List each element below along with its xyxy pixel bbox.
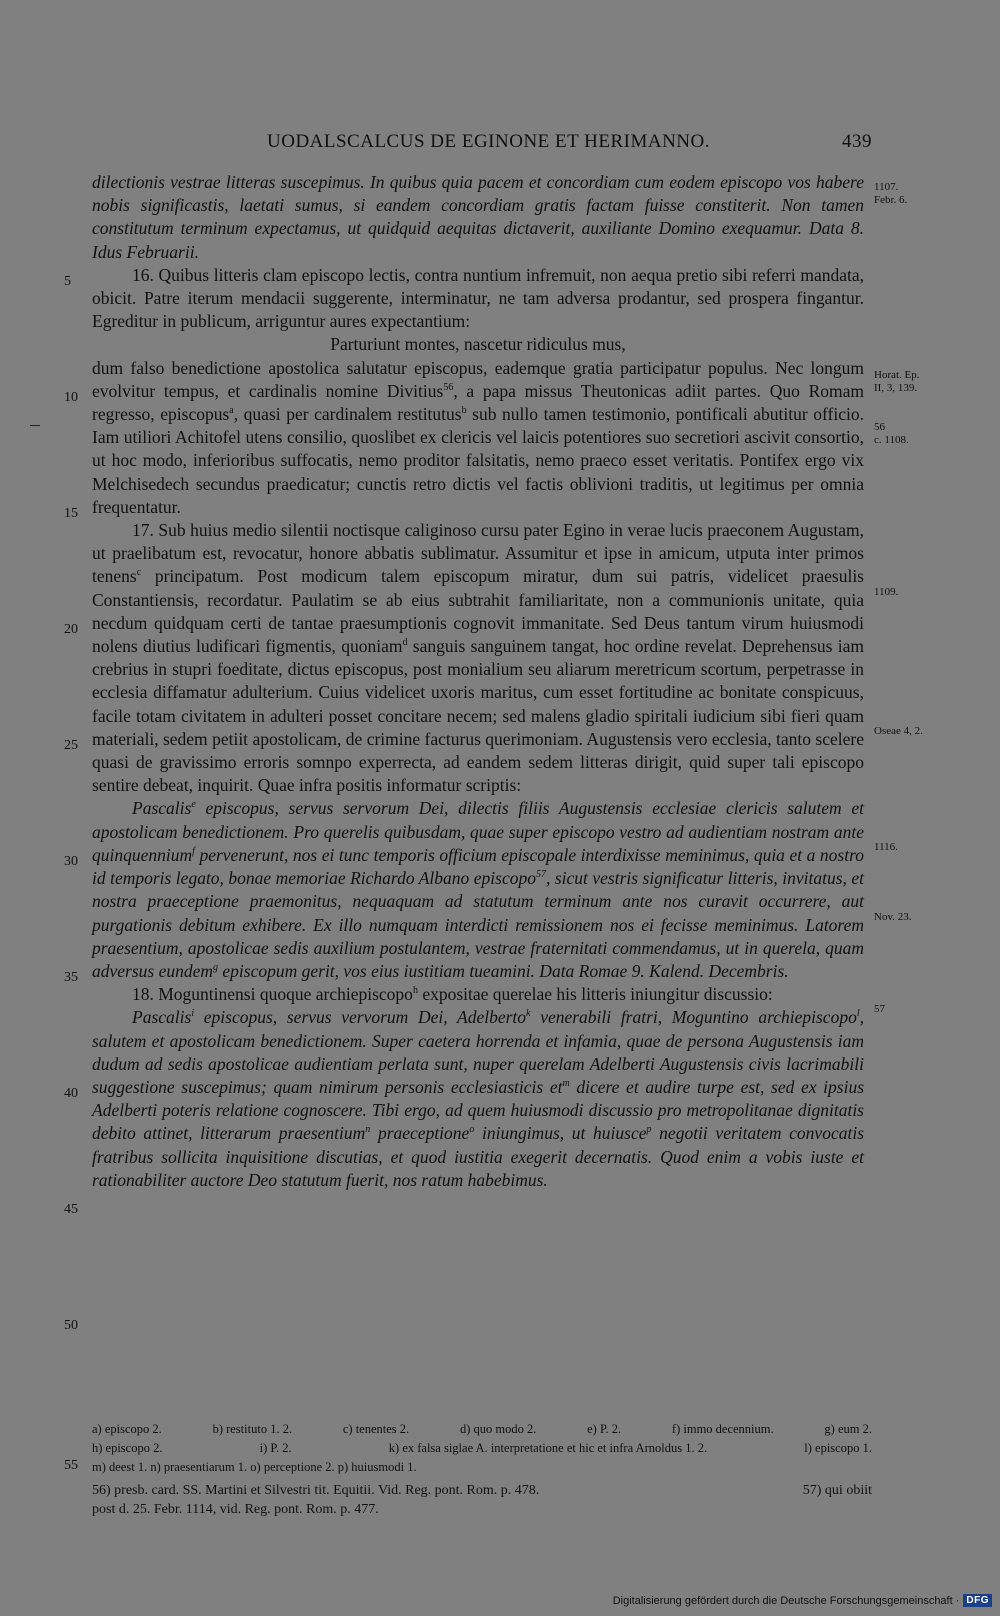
margin-mark xyxy=(30,425,40,426)
margin-date: 1116. xyxy=(874,841,898,853)
margin-footnote-ref: 57 xyxy=(874,1003,885,1015)
running-title: UODALSCALCUS DE EGINONE ET HERIMANNO. xyxy=(267,131,710,152)
page-number: 439 xyxy=(842,131,872,152)
line-number: 5 xyxy=(64,274,71,289)
line-number: 25 xyxy=(64,738,78,753)
margin-date: 1107. xyxy=(874,181,899,193)
margin-date: Febr. 6. xyxy=(874,194,908,206)
footnote-56: 56) presb. card. SS. Martini et Silvestri tit. Equitii. Vid. Reg. pont. Rom. p. 478. xyxy=(92,1483,540,1498)
footnote-57: 57) qui obiit xyxy=(802,1483,872,1498)
margin-reference: Oseae 4, 2. xyxy=(874,725,923,737)
paragraph-16-cont: dum falso benedictione apostolica salutatur episcopus, eademque gratia participatur populus. Nec longum evolvitur tempus, et cardinalis nomine Divitius$^{56}$, a papa missus Theutonicas adiit partes. Quo Romam regresso, episcopus$^a$, quasi per cardinalem restitutus$^b$ sub nullo tamen testimonio, pontificali abutitur officio. Iam utiliori Achitofel utens consilio, quoslibet ex clericis vel laicis potentiores suo secretiori ascivit consortio, ut hoc modo, inferioribus suffocatis, nemo proditor falsitatis, nemo praeco esset veritatis. Pontifex ergo vix Melchisedech secundus praedicatur; cunctis retro dictis vel factis oblivioni traditis, ut legitimus per omnia frequentatur. xyxy=(92,357,865,517)
footnote: k) ex falsa siglae A. interpretatione et hic et infra Arnoldus 1. 2. xyxy=(388,1441,708,1455)
footnote: i) P. 2. xyxy=(259,1441,292,1455)
footnote-row: m) deest 1. n) praesentiarum 1. o) perceptione 2. p) huiusmodi 1. xyxy=(92,1460,417,1474)
margin-date: c. 1108. xyxy=(874,434,909,446)
line-number: 35 xyxy=(64,970,78,985)
paragraph-16: 16. Quibus litteris clam episcopo lectis, contra nuntium infremuit, non aequa pretio sibi referri mandata, obicit. Patre iterum mendacii suggerente, interminatur, ne tam adversa prodantur, sed prospera fingantur. Egreditur in publicum, arriguntur aures expectantium: xyxy=(92,264,864,332)
letter-pascalis-2: Pascalis$^i$ episcopus, servus vervorum Dei, Adelberto$^k$ venerabili fratri, Moguntino archiepiscopo$^l$, salutem et apostolicam benedictionem. Super caetera horrenda et infamia, quae de persona Augustensis iam dudum ad sedis apostolicae audientiam perlata sunt, nuper querelam Adelberti Augustensis civis lacrimabili suggestione suscepimus; quam nimirum personis ecclesiasticis $et^m$ dicere et audire turpe est, sed ex ipsius Adelberti poteris relatione cognoscere. Tibi ergo, ad quem huiusmodi discussio pro metropolitanae dignitatis debito attinet, litterarum praesentium$^n$ praeceptione$^o$ iniungimus, ut huiusce$^p$ negotii veritatem convocatis fratribus sollicita inquisitione discutias, et quod iustitia exegerit decernatis. Quod enim a vobis iuste et rationabiliter auctore Deo statutum fuerit, nos ratum habebimus. xyxy=(92,1007,865,1190)
line-number: 10 xyxy=(64,390,78,405)
footnote: c) tenentes 2. xyxy=(342,1422,410,1436)
verse-quote: Parturiunt montes, nascetur ridiculus mus, xyxy=(330,334,626,355)
footnote: l) episcopo 1. xyxy=(804,1441,872,1455)
funding-notice xyxy=(613,1594,992,1607)
footnote-row xyxy=(92,1439,872,1458)
footnote: e) P. 2. xyxy=(587,1422,622,1436)
margin-reference: II, 3, 139. xyxy=(874,382,918,394)
line-number: 15 xyxy=(64,506,78,521)
line-number: 30 xyxy=(64,854,78,869)
footnote: d) quo modo 2. xyxy=(459,1422,537,1436)
footnote-57-cont: post d. 25. Febr. 1114, vid. Reg. pont. Rom. p. 477. xyxy=(92,1502,379,1517)
footnote: f) immo decennium. xyxy=(671,1422,774,1436)
margin-footnote-ref: 56 xyxy=(874,421,885,433)
paragraph-17: 17. Sub huius medio silentii noctisque caliginoso cursu pater Egino in verae lucis praeconem Augustam, ut praelibatum est, revocatur, honore abbatis sublimatur. Assumitur et ipse in amicum, utputa inter primos tenens$^c$ principatum. Post modicum talem episcopum miratur, dum sui patris, videlicet praesulis Constantiensis, recordatur. Paulatim se ab eius subtrahit familiaritate, non a communionis unitate, quia necdum quidquam certi de tantae praesumptionis cognovit immanitate. Sed Deus tantum virum huiusmodi nolens diutius ludificari figmentis, quoniam$^d$ sanguis sanguinem tangat, hoc ordine revelat. Deprehensus iam crebrius in stupri foeditate, dictus episcopus, post monialium seu aliarum meretricum scortum, perpetrasse in ecclesia diffamatur adulterium. Cuius videlicet uxoris maritus, cum esset fortitudine ac bonitate conspicuus, facile totam civitatem in adulteri posset concitare necem; sed malens gladio spiritali iudicium sibi fieri quam materiali, sedem petiit apostolicam, de crimine facturus querimoniam. Augustensis vero ecclesia, tanto scelere quasi de gravissimo erroris somnpo experrecta, ad eandem sedem litteras dirigit, quid super tali episcopo sentire debeat, inquirit. Quae infra positis informatur scriptis: xyxy=(92,520,864,796)
margin-date: Nov. 23. xyxy=(874,911,912,923)
dfg-logo: DFG xyxy=(963,1594,992,1607)
footnotes xyxy=(92,1420,872,1519)
main-text xyxy=(92,171,864,1192)
footnote: b) restituto 1. 2. xyxy=(212,1422,293,1436)
line-number: 45 xyxy=(64,1202,78,1217)
margin-reference: Horat. Ep. xyxy=(874,369,920,381)
footnote-row xyxy=(92,1420,872,1439)
footnote: g) eum 2. xyxy=(824,1422,872,1436)
line-number: 20 xyxy=(64,622,78,637)
margin-date: 1109. xyxy=(874,586,899,598)
footnote-row xyxy=(92,1481,872,1500)
funding-text: Digitalisierung gefördert durch die Deutsche Forschungsgemeinschaft · xyxy=(612,1594,960,1607)
paragraph-18: 18. Moguntinensi quoque archiepiscopo$^h$ expositae querelae his litteris iniungitur discussio: xyxy=(132,984,773,1005)
line-number: 50 xyxy=(64,1318,78,1333)
letter-ending: dilectionis vestrae litteras suscepimus. In quibus quia pacem et concordiam cum eodem episcopo vos habere nobis significastis, laetati sumus, si eandem concordiam gratis factam fuisse constiterit. Non tamen constitutum terminum expectamus, ut quidquid aequitas dictaverit, auxiliante Domino exequamur. Data 8. Idus Februarii. xyxy=(92,172,864,262)
line-number: 55 xyxy=(64,1458,78,1473)
footnote: a) episcopo 2. xyxy=(92,1422,162,1436)
letter-pascalis-1: Pascalis$^e$ episcopus, servus servorum Dei, dilectis filiis Augustensis ecclesiae clericis salutem et apostolicam benedictionem. Pro querelis quibusdam, quae super episcopo vestro ad audientiam nostram ante quinquennium$^f$ pervenerunt, nos ei tunc temporis officium episcopale interdixisse meminimus, quia et a nostro id temporis legato, bonae memoriae Richardo Albano episcopo$^{57}$, sicut vestris significatur litteris, invitatus, et nostra praeceptione praemonitus, nequaquam ad statutum terminum ante nos curavit occurrere, aut purgationis debitum exhibere. Ex illo numquam interdicti remissionem nos ei fecisse meminimus. Latorem praesentium, apostolicae sedis auxilium postulantem, vestrae fraternitati commendamus, ut in querela, quam adversus eundem$^g$ episcopum gerit, vos eius iustitiam tueamini. Data Romae 9. Kalend. Decembris. xyxy=(92,798,865,981)
footnote: h) episcopo 2. xyxy=(92,1441,163,1455)
line-number: 40 xyxy=(64,1086,78,1101)
